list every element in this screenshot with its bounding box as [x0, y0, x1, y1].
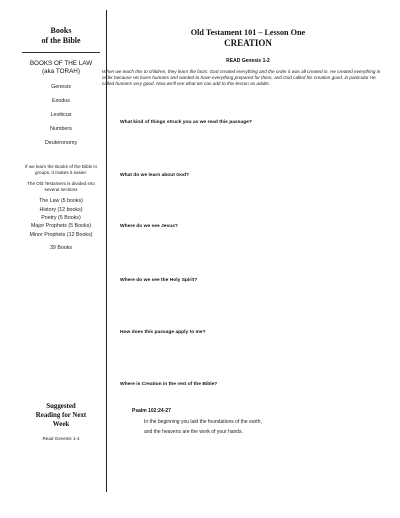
question: Where is Creation in the rest of the Bible? [120, 382, 218, 387]
intro-paragraph: When we teach this to children, they learn the facts: God created everything and the order it was all created in. He created everything in order because He loves humans and wanted to have everything prepared for them, and God called his creation good, in particular He called humans very good. Now we'll see what we can add to this lesson as adults. [102, 69, 381, 87]
psalm-reference: Psalm 102:24-27 [132, 408, 171, 414]
book-item: Genesis [51, 84, 71, 90]
section-item: Poetry (5 Books) [41, 215, 81, 221]
sidebar-title-line1: Books [50, 26, 72, 35]
question: What do we learn about God? [120, 173, 190, 178]
lesson-title: Old Testament 101 – Lesson One [190, 28, 306, 37]
book-item: Leviticus [50, 112, 72, 118]
suggested-reading: Read Genesis 1-4 [42, 436, 80, 441]
total-books: 39 Books [49, 245, 73, 252]
sidebar-note-sections: The Old Testament is divided into several sections [27, 180, 95, 192]
sidebar-title-line2: of the Bible [41, 35, 81, 45]
book-item: Numbers [50, 126, 72, 132]
psalm-line: and the heavens are the work of your hands. [144, 429, 243, 435]
section-item: The Law (5 books) [39, 198, 83, 205]
book-item: Exodus [52, 98, 70, 104]
section-item: History (12 books) [39, 206, 83, 213]
section-item: Major Prophets (5 Books) [30, 223, 92, 230]
law-heading [16, 60, 106, 76]
section-item: Minor Prophets (12 Books) [29, 231, 93, 238]
question: How does this passage apply to me? [120, 330, 206, 335]
question: Where do we see the Holy Spirit? [120, 278, 198, 283]
book-item: Deuteronomy [44, 140, 78, 146]
question: What kind of things struck you as we read this passage? [120, 120, 252, 125]
psalm-line: In the beginning you laid the foundations of the earth, [144, 419, 262, 425]
main-content [102, 10, 386, 435]
sidebar-title [16, 26, 106, 45]
question: Where do we see Jesus? [120, 224, 178, 229]
suggested-line3: Week [52, 421, 70, 428]
sidebar-note-groups: If we learn the Books of the Bible in groups, it makes it easier. [24, 164, 97, 176]
suggested-line2: Reading for Next [35, 412, 87, 419]
sidebar-divider [22, 52, 100, 53]
suggested-line1: Suggested [46, 403, 76, 410]
sidebar [16, 10, 107, 492]
reading-assignment: READ Genesis 1-2 [226, 58, 270, 64]
suggested-reading-title [16, 402, 106, 429]
law-heading-line2: (aka TORAH) [42, 68, 80, 75]
law-heading-line1: BOOKS OF THE LAW [29, 60, 93, 67]
lesson-subtitle: CREATION [224, 38, 272, 48]
